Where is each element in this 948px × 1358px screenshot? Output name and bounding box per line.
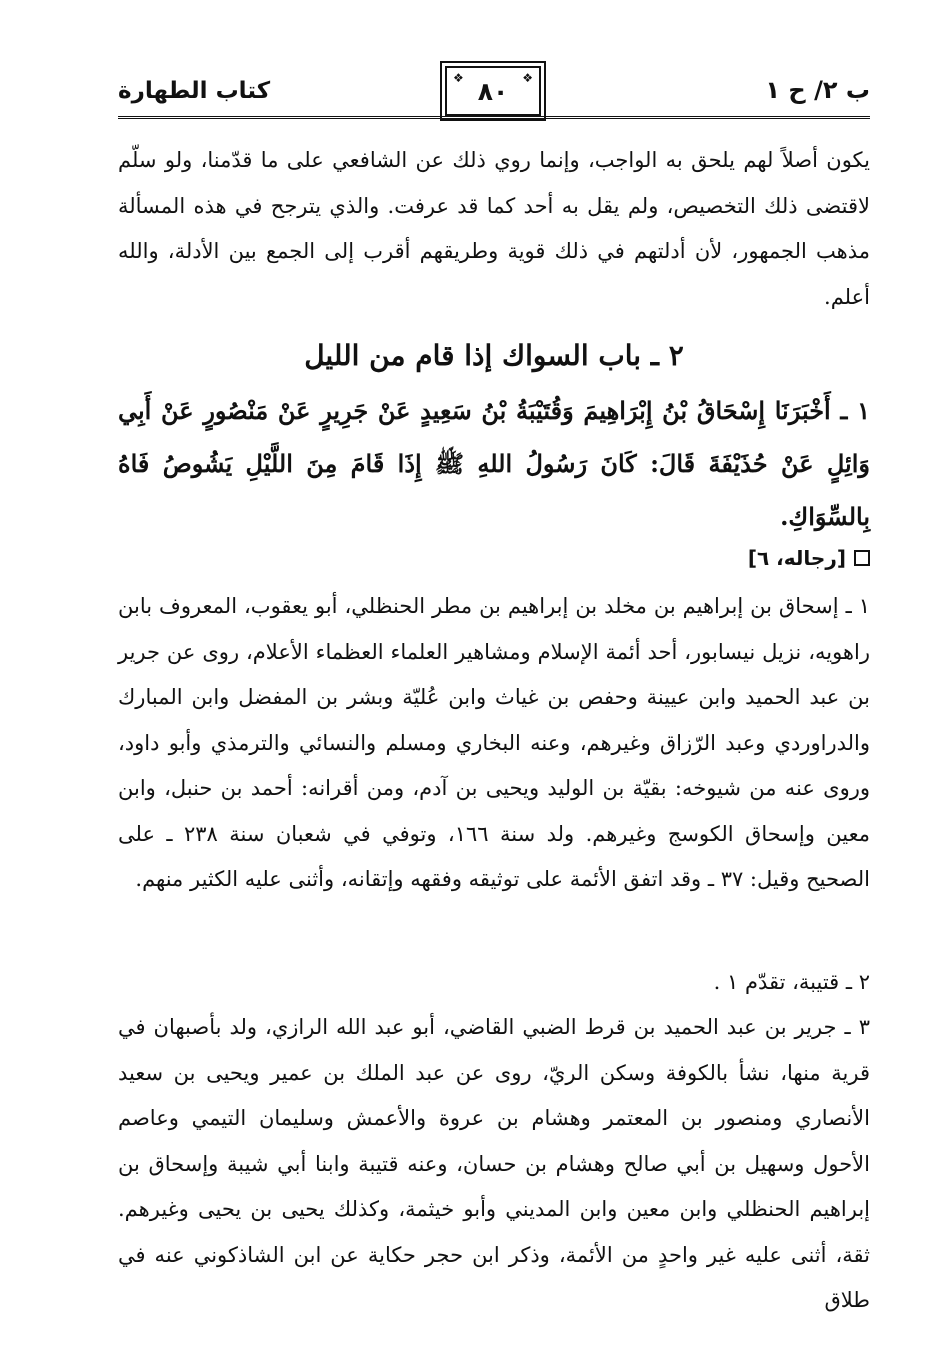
narrators-heading — [118, 538, 870, 578]
book-title: كتاب الطهارة — [118, 78, 271, 104]
volume-reference: ب ٢/ ح ١ — [765, 76, 870, 104]
narrators-heading-label: [رجاله، ٦] — [747, 546, 846, 570]
ornament-icon: ❖ — [453, 71, 464, 85]
page-number: ٨٠ — [477, 76, 509, 106]
narrator-entry-2: ٢ ـ قتيبة، تقدّم ١ . — [713, 970, 870, 994]
narrator-entry-1: ١ ـ إسحاق بن إبراهيم بن مخلد بن إبراهيم بن مطر الحنظلي، أبو يعقوب، المعروف بابن راهويه، نزيل نيسابور، أحد أئمة الإسلام ومشاهير العلماء العظماء الأعلام، روى عن جرير بن عبد الحميد وابن عيينة وحفص بن غياث وابن عُليّة وبشر بن المفضل وابن المبارك والدراوردي وعبد الرّزاق وغيرهم، وعنه البخاري ومسلم والنسائي والترمذي وأبو داود، وروى عنه من شيوخه: بقيّة بن الوليد ويحيى بن آدم، ومن أقرانه: أحمد بن حنبل، وابن معين وإسحاق الكوسج وغيرهم. ولد سنة ١٦٦، وتوفي في شعبان سنة ٢٣٨ ـ على الصحيح وقيل: ٣٧ ـ وقد اتفق الأئمة على توثيقه وفقهه وإتقانه، وأثنى عليه الكثير منهم. — [118, 594, 870, 891]
hadith-text: ١ ـ أَخْبَرَنَا إِسْحَاقُ بْنُ إِبْرَاهِيمَ وَقُتَيْبَةُ بْنُ سَعِيدٍ عَنْ جَرِيرٍ عَنْ مَنْصُورٍ عَنْ أَبِي وَائِلٍ عَنْ حُذَيْفَةَ قَالَ: كَانَ رَسُولُ اللهِ ﷺ إِذَا قَامَ مِنَ اللَّيْلِ يَشُوصُ فَاهُ بِالسِّوَاكِ. — [118, 396, 871, 531]
square-icon — [854, 550, 870, 566]
ornament-icon: ❖ — [522, 71, 533, 85]
page-number-frame — [445, 66, 541, 116]
page-header — [118, 66, 870, 122]
chapter-title: ٢ ـ باب السواك إذا قام من الليل — [304, 339, 684, 372]
header-divider — [118, 116, 870, 119]
narrator-entry-3: ٣ ـ جرير بن عبد الحميد بن قرط الضبي القاضي، أبو عبد الله الرازي، ولد بأصبهان في قرية منها، نشأ بالكوفة وسكن الريّ، روى عن عبد الملك بن عمير ويحيى بن سعيد الأنصاري ومنصور بن المعتمر وهشام بن عروة والأعمش وسليمان التيمي وعاصم الأحول وسهيل بن أبي صالح وهشام بن حسان، وعنه قتيبة وابنا أبي شيبة وإسحاق بن إبراهيم الحنظلي وابن معين وابن المديني وأبو خيثمة، وكذلك يحيى بن يحيى وغيرهم. ثقة، أثنى عليه غير واحدٍ من الأئمة، وذكر ابن حجر حكاية عن ابن الشاذكوني عنه في طلاق — [118, 1015, 870, 1312]
intro-paragraph: يكون أصلاً لهم يلحق به الواجب، وإنما روي ذلك عن الشافعي على ما قدّمنا، ولو سلّم لاقتضى ذلك التخصيص، ولم يقل به أحد كما قد عرفت. والذي يترجح في هذه المسألة مذهب الجمهور، لأن أدلتهم في ذلك قوية وطريقهم أقرب إلى الجمع بين الأدلة، والله أعلم. — [118, 148, 870, 309]
